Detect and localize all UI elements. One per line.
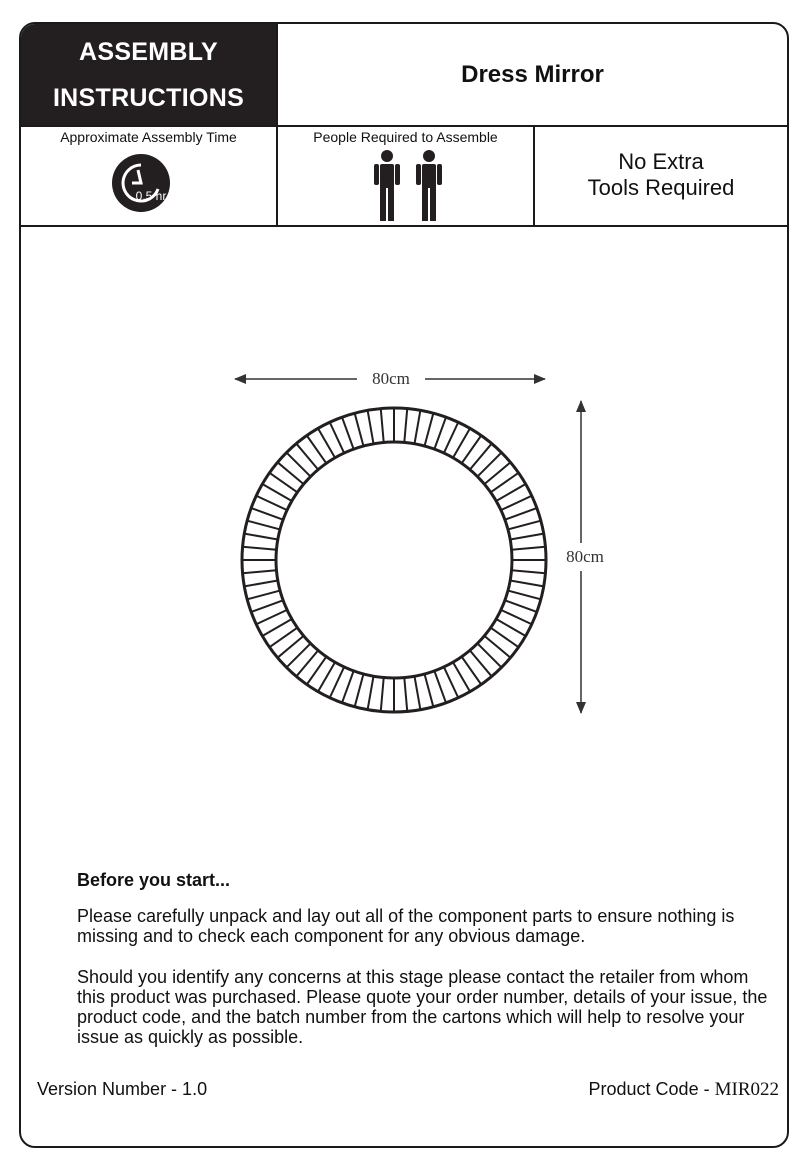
frame-segment bbox=[425, 674, 434, 707]
frame-segment bbox=[425, 413, 434, 446]
frame-segment bbox=[342, 671, 354, 703]
frame-segment bbox=[251, 600, 283, 612]
product-title: Dress Mirror bbox=[461, 60, 604, 88]
assembly-time-cell bbox=[21, 125, 278, 225]
info-row bbox=[21, 125, 787, 227]
assembly-time-label: Approximate Assembly Time bbox=[60, 129, 237, 145]
frame-segment bbox=[244, 580, 277, 586]
assembly-instructions-badge bbox=[21, 24, 278, 125]
frame-segment bbox=[342, 417, 354, 449]
frame-segment bbox=[444, 422, 458, 453]
person-icon bbox=[416, 150, 442, 221]
frame-segment bbox=[510, 580, 543, 586]
before-you-start-heading: Before you start... bbox=[77, 870, 231, 890]
people-required-label: People Required to Assemble bbox=[313, 129, 498, 145]
frame-segment bbox=[243, 547, 277, 550]
unpack-instructions: Please carefully unpack and lay out all of the component parts to ensure nothing is missing and to check each component for any obvious damage. bbox=[77, 906, 735, 946]
frame-segments bbox=[242, 408, 546, 712]
version-number: Version Number - 1.0 bbox=[37, 1079, 208, 1099]
frame-segment bbox=[404, 409, 407, 443]
frame-segment bbox=[505, 508, 537, 520]
frame-segment bbox=[508, 591, 541, 600]
frame-segment bbox=[247, 521, 280, 530]
people-required-cell bbox=[278, 125, 535, 225]
frame-segment bbox=[355, 674, 364, 707]
frame-segment bbox=[434, 671, 446, 703]
product-code bbox=[589, 1079, 779, 1101]
frame-segment bbox=[414, 410, 420, 443]
frame-segment bbox=[368, 410, 374, 443]
frame-segment bbox=[355, 413, 364, 446]
frame-segment bbox=[247, 591, 280, 600]
frame-segment bbox=[508, 521, 541, 530]
person-icon bbox=[374, 150, 400, 221]
height-dimension bbox=[566, 401, 604, 713]
frame-segment bbox=[244, 534, 277, 540]
tools-line-1: No Extra bbox=[618, 149, 704, 174]
frame-segment bbox=[501, 496, 532, 510]
frame-segment bbox=[330, 422, 344, 453]
frame-segment bbox=[510, 534, 543, 540]
frame-segment bbox=[505, 600, 537, 612]
tools-required-cell bbox=[535, 125, 787, 225]
frame-segment bbox=[414, 676, 420, 709]
frame-segment bbox=[368, 676, 374, 709]
frame-segment bbox=[512, 547, 546, 550]
people-icon-group bbox=[373, 147, 449, 223]
header-row bbox=[21, 24, 787, 127]
frame-segment bbox=[381, 409, 384, 443]
time-value: 0.5 hr bbox=[135, 189, 167, 203]
frame-segment bbox=[404, 678, 407, 712]
frame-segment bbox=[256, 496, 287, 510]
frame-segment bbox=[434, 417, 446, 449]
width-dimension bbox=[235, 369, 545, 388]
frame-segment bbox=[251, 508, 283, 520]
tools-line-2: Tools Required bbox=[587, 175, 735, 200]
product-diagram bbox=[21, 225, 787, 865]
badge-line-1: ASSEMBLY bbox=[78, 37, 218, 66]
frame-segment bbox=[381, 678, 384, 712]
frame-segment bbox=[330, 667, 344, 698]
mirror-outline bbox=[242, 408, 546, 712]
mirror-glass-edge bbox=[276, 442, 512, 678]
frame-segment bbox=[512, 570, 546, 573]
clock-icon bbox=[111, 153, 171, 213]
product-code-value: MIR022 bbox=[714, 1079, 779, 1100]
height-label: 80cm bbox=[566, 547, 604, 566]
badge-line-2: INSTRUCTIONS bbox=[52, 83, 245, 112]
width-label: 80cm bbox=[372, 369, 410, 388]
frame-segment bbox=[243, 570, 277, 573]
product-code-label: Product Code - bbox=[588, 1079, 710, 1099]
frame-segment bbox=[444, 667, 458, 698]
instruction-sheet bbox=[19, 22, 789, 1148]
contact-retailer-instructions: Should you identify any concerns at this stage please contact the retailer from whom this product was purchased. Please quote your order number, details of your issue, the product code, and the batch number from the cartons which will help to resolve your issue as quickly as possible. bbox=[77, 967, 768, 1047]
frame-segment bbox=[256, 610, 287, 624]
frame-segment bbox=[501, 610, 532, 624]
